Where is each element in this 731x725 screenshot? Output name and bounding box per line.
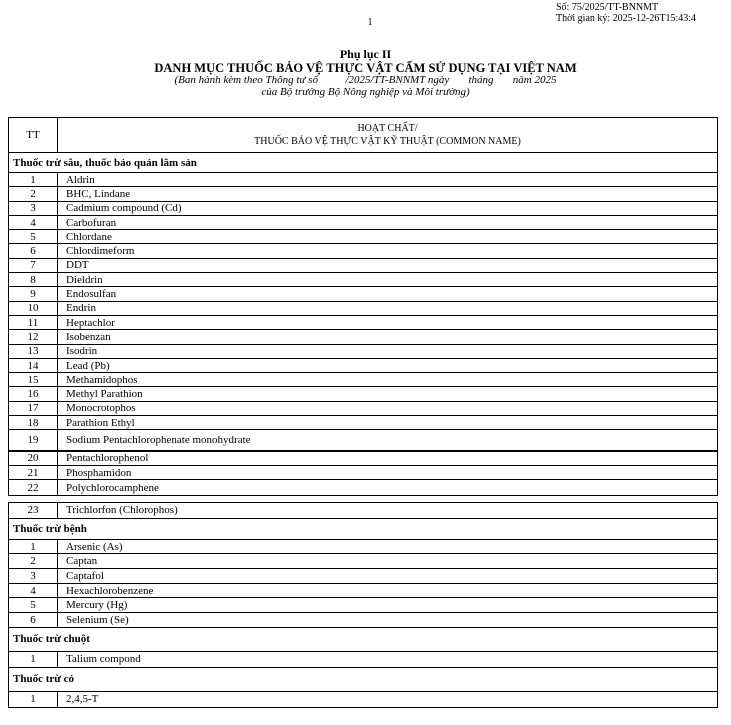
row-number-cell: 22 <box>9 480 58 494</box>
substance-row <box>9 613 717 628</box>
substance-row <box>9 345 717 359</box>
substance-name-cell: Chlordane <box>66 230 112 243</box>
substance-row <box>9 554 717 569</box>
substance-name-cell: Pentachlorophenol <box>66 452 149 465</box>
row-number-cell: 10 <box>9 302 58 315</box>
substance-name-cell: Talium compond <box>66 653 141 666</box>
row-number-cell: 17 <box>9 402 58 415</box>
row-number-cell: 16 <box>9 387 58 400</box>
substance-row <box>9 273 717 287</box>
substance-row <box>9 652 717 668</box>
substance-name-cell: Methyl Parathion <box>66 388 143 401</box>
row-number-cell: 4 <box>9 216 58 229</box>
substance-row <box>9 173 717 187</box>
substance-row <box>9 692 717 707</box>
row-number-cell: 6 <box>9 613 58 627</box>
table-header-row <box>9 118 717 153</box>
substance-name-cell: DDT <box>66 259 89 272</box>
row-number-cell: 4 <box>9 584 58 598</box>
row-number-cell: 11 <box>9 316 58 329</box>
substance-name-cell: Heptachlor <box>66 316 115 329</box>
row-number-cell: 13 <box>9 345 58 358</box>
substance-row <box>9 244 717 258</box>
row-number-cell: 5 <box>9 230 58 243</box>
page-number: 1 <box>367 17 373 28</box>
substance-name-cell: Dieldrin <box>66 273 103 286</box>
row-number-cell: 21 <box>9 466 58 479</box>
row-number-cell: 3 <box>9 202 58 215</box>
section-header-row: Thuốc trừ bệnh <box>9 519 717 540</box>
substance-name-cell: Trichlorfon (Chlorophos) <box>66 504 178 517</box>
substance-name-cell: Arsenic (As) <box>66 540 123 553</box>
substance-name-cell: Aldrin <box>66 173 95 186</box>
substance-name-cell: Polychlorocamphene <box>66 481 159 494</box>
header-name-line2: THUỐC BẢO VỆ THỰC VẬT KỸ THUẬT (COMMON NAME) <box>254 136 521 147</box>
row-number-cell: 2 <box>9 554 58 568</box>
row-number-cell: 19 <box>9 430 58 450</box>
substance-name-cell: Cadmium compound (Cd) <box>66 202 182 215</box>
substance-name-cell: Hexachlorobenzene <box>66 584 154 597</box>
header-name-line1: HOẠT CHẤT/ <box>357 123 418 134</box>
substance-row <box>9 302 717 316</box>
substance-name-cell: 2,4,5-T <box>66 693 99 706</box>
substance-name-cell: Methamidophos <box>66 373 138 386</box>
row-number-cell: 7 <box>9 259 58 272</box>
row-number-cell: 5 <box>9 598 58 612</box>
substance-row <box>9 416 717 430</box>
substance-row <box>9 230 717 244</box>
appendix-label: Phụ lục II <box>339 47 392 61</box>
substance-name-cell: Captafol <box>66 569 104 582</box>
substance-row <box>9 316 717 330</box>
substance-row <box>9 202 717 216</box>
substance-row <box>9 480 717 494</box>
substance-row <box>9 503 717 519</box>
row-number-cell: 1 <box>9 692 58 707</box>
header-cell-name <box>58 118 717 152</box>
substance-row <box>9 287 717 301</box>
row-number-cell: 3 <box>9 569 58 583</box>
substance-row <box>9 584 717 599</box>
substance-name-cell: Endrin <box>66 302 96 315</box>
row-number-cell: 20 <box>9 452 58 465</box>
section-header-row: Thuốc trừ cỏ <box>9 668 717 692</box>
row-number-cell: 23 <box>9 503 58 518</box>
substance-name-cell: Captan <box>66 555 98 568</box>
header-cell-tt: TT <box>9 118 58 152</box>
substance-row <box>9 430 717 452</box>
row-number-cell: 1 <box>9 173 58 186</box>
row-number-cell: 15 <box>9 373 58 386</box>
substance-name-cell: Monocrotophos <box>66 402 136 415</box>
row-number-cell: 8 <box>9 273 58 286</box>
substance-name-cell: Phosphamidon <box>66 466 132 479</box>
row-number-cell: 18 <box>9 416 58 429</box>
row-number-cell: 6 <box>9 244 58 257</box>
substance-name-cell: BHC, Lindane <box>66 187 131 200</box>
row-number-cell: 14 <box>9 359 58 372</box>
substance-row <box>9 540 717 555</box>
signature-time: Thời gian ký: 2025-12-26T15:43:4 <box>556 13 696 24</box>
substance-name-cell: Isobenzan <box>66 330 111 343</box>
row-number-cell: 2 <box>9 187 58 200</box>
banned-substances-table <box>8 117 718 708</box>
section-header-row: Thuốc trừ chuột <box>9 628 717 652</box>
substance-row <box>9 187 717 201</box>
document-subtitle-line1: (Ban hành kèm theo Thông tư số /2025/TT-BNNMT ngày tháng năm 2025 <box>174 74 557 86</box>
substance-name-cell: Selenium (Se) <box>66 614 129 627</box>
substance-name-cell: Lead (Pb) <box>66 359 110 372</box>
substance-row <box>9 373 717 387</box>
substance-row <box>9 402 717 416</box>
substance-row <box>9 466 717 480</box>
substance-row <box>9 216 717 230</box>
substance-name-cell: Carbofuran <box>66 216 117 229</box>
substance-name-cell: Isodrin <box>66 345 98 358</box>
table-block <box>8 117 718 496</box>
table-block <box>8 502 718 708</box>
document-title: DANH MỤC THUỐC BẢO VỆ THỰC VẬT CẤM SỬ DỤNG TẠI VIỆT NAM <box>154 61 577 75</box>
substance-row <box>9 359 717 373</box>
substance-name-cell: Parathion Ethyl <box>66 416 135 429</box>
document-header <box>0 48 731 98</box>
signature-number: Số: 75/2025/TT-BNNMT <box>556 2 659 13</box>
row-number-cell: 12 <box>9 330 58 343</box>
substance-name-cell: Chlordimeform <box>66 245 135 258</box>
section-header-row: Thuốc trừ sâu, thuốc bảo quản lâm sản <box>9 153 717 173</box>
row-number-cell: 9 <box>9 287 58 300</box>
substance-name-cell: Endosulfan <box>66 288 117 301</box>
substance-row <box>9 259 717 273</box>
row-number-cell: 1 <box>9 652 58 667</box>
substance-row <box>9 452 717 466</box>
substance-name-cell: Mercury (Hg) <box>66 599 128 612</box>
substance-row <box>9 569 717 584</box>
document-subtitle-line2: của Bộ trưởng Bộ Nông nghiệp và Môi trường) <box>261 85 470 98</box>
substance-row <box>9 598 717 613</box>
substance-name-cell: Sodium Pentachlorophenate monohydrate <box>66 434 251 447</box>
substance-row <box>9 330 717 344</box>
substance-row <box>9 387 717 401</box>
row-number-cell: 1 <box>9 540 58 554</box>
